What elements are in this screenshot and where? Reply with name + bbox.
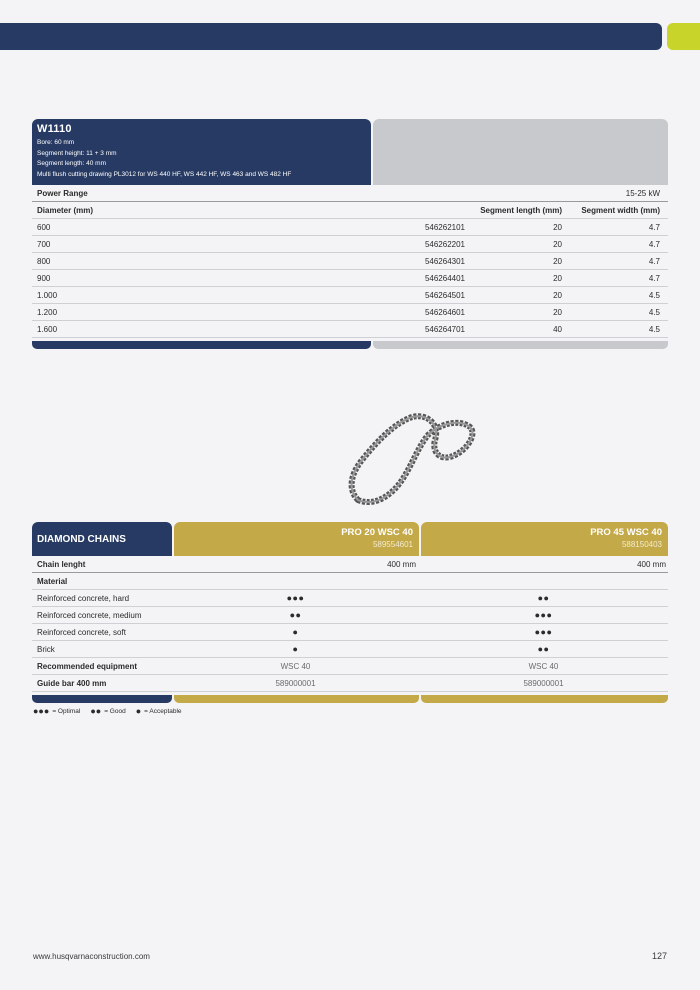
table-row [32, 253, 668, 270]
spec-line: Bore: 60 mm [37, 139, 75, 146]
column-header-row [32, 202, 668, 219]
chain-length-value: 400 mm [637, 559, 666, 569]
guide-bar-value: 589000001 [275, 678, 316, 688]
chain-length-row [32, 556, 668, 573]
website-link[interactable]: www.husqvarnaconstruction.com [33, 952, 150, 961]
diameter-cell: 1.600 [37, 324, 58, 334]
legend-dots: ●● [90, 706, 102, 716]
diamond-title: DIAMOND CHAINS [32, 522, 172, 556]
diameter-cell: 1.000 [37, 290, 58, 300]
spec-line: Segment height: 11 + 3 mm [37, 149, 117, 157]
diameter-cell: 1.200 [37, 307, 58, 317]
footer-bar-gold [421, 695, 668, 703]
power-range-label: Power Range [37, 188, 88, 198]
footer-bar-navy [32, 695, 172, 703]
col-segment-width: Segment width (mm) [581, 205, 660, 215]
article-number-cell: 546264301 [424, 256, 465, 266]
footer-bar-gray [373, 341, 668, 349]
recommended-value: WSC 40 [280, 661, 311, 671]
w1110-title: W1110 [37, 123, 72, 135]
power-range-row [32, 185, 668, 202]
segment-length-cell: 20 [553, 222, 562, 232]
recommended-equipment-row [32, 658, 668, 675]
w1110-image-placeholder [373, 119, 668, 185]
material-label: Material [37, 576, 68, 586]
w1110-header [32, 119, 668, 185]
diamond-chains-table [32, 522, 668, 703]
diameter-cell: 700 [37, 239, 51, 249]
spec-line: Multi flush cutting drawing PL3012 for WS 440 HF, WS 442 HF, WS 463 and WS 482 HF [37, 170, 292, 178]
material-row [32, 607, 668, 624]
material-header-row [32, 573, 668, 590]
rating-dots: ●●● [534, 627, 553, 637]
product-name: PRO 45 WSC 40 [590, 527, 662, 538]
product-header-1 [174, 522, 419, 556]
segment-width-cell: 4.5 [648, 324, 660, 334]
w1110-table [32, 119, 668, 349]
material-name: Reinforced concrete, soft [37, 627, 126, 637]
segment-width-cell: 4.7 [648, 222, 660, 232]
page-number: 127 [651, 951, 667, 961]
article-number-cell: 546264501 [424, 290, 465, 300]
segment-length-cell: 20 [553, 307, 562, 317]
segment-width-cell: 4.5 [648, 307, 660, 317]
rating-dots: ●● [289, 610, 302, 620]
article-number-cell: 546262101 [424, 222, 465, 232]
legend-text: = Good [104, 707, 126, 715]
table-row [32, 304, 668, 321]
segment-length-cell: 20 [553, 290, 562, 300]
col-diameter: Diameter (mm) [37, 205, 94, 215]
product-header-2 [421, 522, 668, 556]
material-name: Reinforced concrete, hard [37, 593, 130, 603]
segment-width-cell: 4.5 [648, 290, 660, 300]
rating-dots: ●●● [534, 610, 553, 620]
article-number-cell: 546264401 [424, 273, 465, 283]
table-row [32, 287, 668, 304]
article-number-cell: 546264601 [424, 307, 465, 317]
segment-length-cell: 20 [553, 273, 562, 283]
recommended-value: WSC 40 [528, 661, 559, 671]
segment-length-cell: 40 [553, 324, 562, 334]
diameter-cell: 800 [37, 256, 51, 266]
diameter-cell: 900 [37, 273, 51, 283]
diamond-header [32, 522, 668, 556]
material-row [32, 624, 668, 641]
header-accent [667, 23, 700, 50]
spec-line: Segment length: 40 mm [37, 160, 107, 167]
chain-length-label: Chain lenght [37, 559, 86, 569]
material-row [32, 590, 668, 607]
table-row [32, 219, 668, 236]
rating-legend [33, 706, 192, 716]
table-row [32, 321, 668, 338]
rating-dots: ● [292, 644, 299, 654]
diamond-chain-image [340, 405, 485, 515]
table-row [32, 236, 668, 253]
rating-dots: ●●● [286, 593, 305, 603]
rating-dots: ●● [537, 644, 550, 654]
legend-text: = Acceptable [144, 707, 182, 715]
guide-bar-row [32, 675, 668, 692]
chain-length-value: 400 mm [387, 559, 416, 569]
legend-dots: ● [135, 706, 142, 716]
footer-bar-navy [32, 341, 371, 349]
diameter-cell: 600 [37, 222, 51, 232]
guide-bar-value: 589000001 [523, 678, 564, 688]
material-row [32, 641, 668, 658]
legend-dots: ●●● [33, 706, 50, 716]
segment-width-cell: 4.7 [648, 273, 660, 283]
segment-length-cell: 20 [553, 256, 562, 266]
diamond-footer-bar [32, 695, 668, 703]
segment-length-cell: 20 [553, 239, 562, 249]
col-segment-length: Segment length (mm) [480, 205, 562, 215]
product-article: 589554601 [372, 540, 413, 549]
recommended-label: Recommended equipment [37, 661, 138, 671]
segment-width-cell: 4.7 [648, 239, 660, 249]
w1110-footer-bar [32, 341, 668, 349]
product-name: PRO 20 WSC 40 [341, 527, 413, 538]
guide-bar-label: Guide bar 400 mm [37, 678, 107, 688]
segment-width-cell: 4.7 [648, 256, 660, 266]
article-number-cell: 546262201 [424, 239, 465, 249]
legend-text: = Optimal [52, 707, 81, 715]
power-range-value: 15-25 kW [625, 188, 660, 198]
material-name: Brick [37, 644, 55, 654]
header-bar [0, 23, 662, 50]
rating-dots: ● [292, 627, 299, 637]
rating-dots: ●● [537, 593, 550, 603]
table-row [32, 270, 668, 287]
material-name: Reinforced concrete, medium [37, 610, 142, 620]
w1110-title-block [32, 119, 371, 185]
footer-bar-gold [174, 695, 419, 703]
article-number-cell: 546264701 [424, 324, 465, 334]
product-article: 588150403 [621, 540, 662, 549]
